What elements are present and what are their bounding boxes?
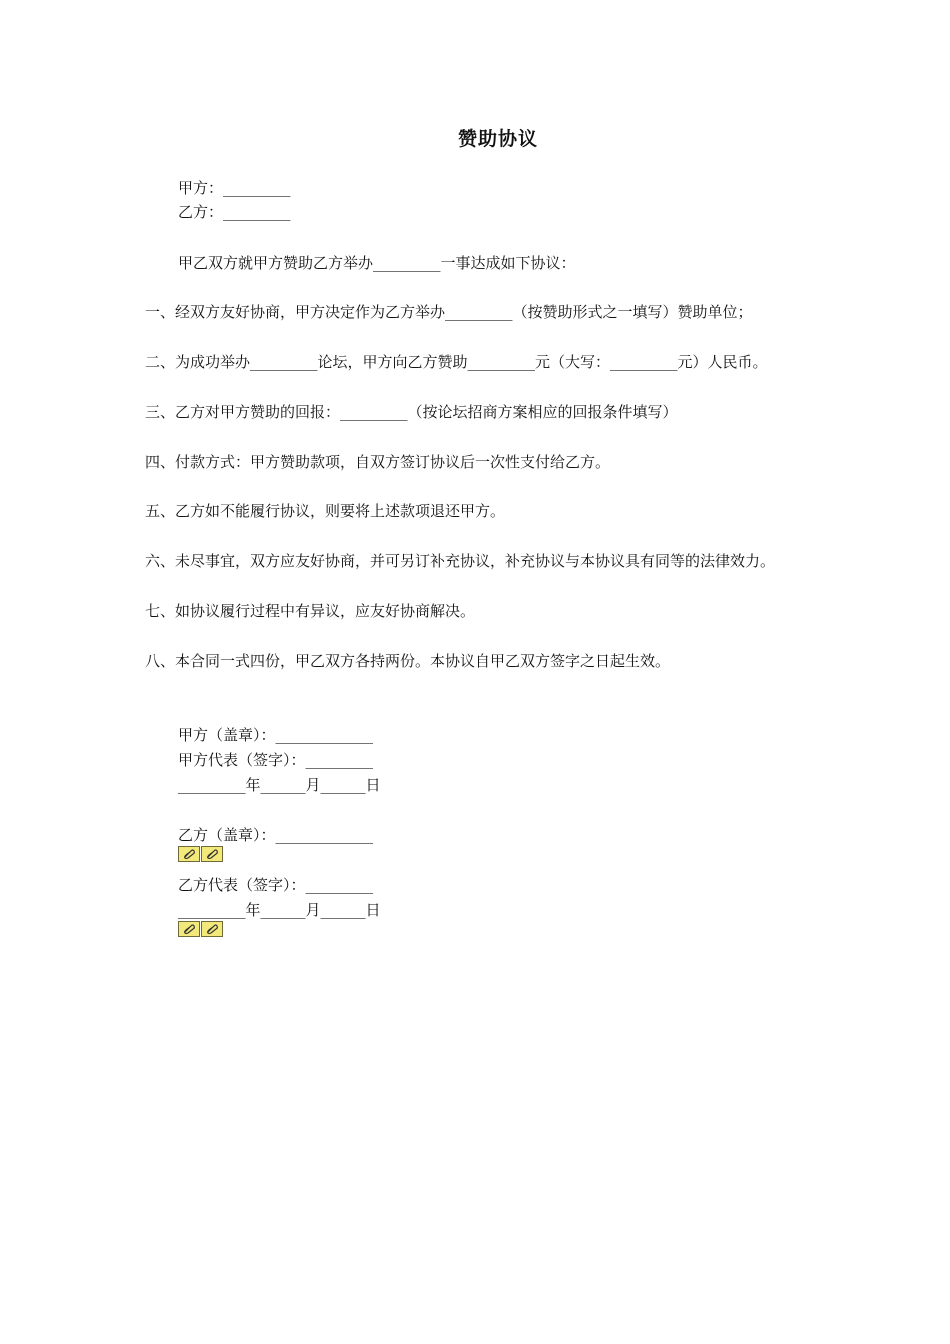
clause-3: 三、乙方对甲方赞助的回报：_________（按论坛招商方案相应的回报条件填写） [145, 403, 678, 421]
clause-6: 六、未尽事宜，双方应友好协商，并可另订补充协议，补充协议与本协议具有同等的法律效力。 [145, 552, 776, 570]
paperclip-icon[interactable] [178, 846, 200, 862]
attachment-icons [178, 846, 223, 862]
paperclip-icon[interactable] [178, 921, 200, 937]
paperclip-icon[interactable] [201, 921, 223, 937]
clause-2: 二、为成功举办_________论坛，甲方向乙方赞助_________元（大写：_________元）人民币。 [145, 353, 768, 371]
clause-7: 七、如协议履行过程中有异议，应友好协商解决。 [145, 602, 476, 620]
attachment-icons [178, 921, 223, 937]
party-b-line: 乙方：_________ [178, 203, 291, 221]
clause-5: 五、乙方如不能履行协议，则要将上述款项退还甲方。 [145, 502, 506, 520]
party-b-seal-line: 乙方（盖章）：_____________ [178, 826, 374, 844]
party-a-representative-line: 甲方代表（签字）：_________ [178, 751, 374, 769]
party-a-line: 甲方：_________ [178, 179, 291, 197]
party-b-representative-line: 乙方代表（签字）：_________ [178, 876, 374, 894]
party-a-seal-line: 甲方（盖章）：_____________ [178, 726, 374, 744]
document-title: 赞助协议 [457, 128, 538, 150]
clause-1: 一、经双方友好协商，甲方决定作为乙方举办_________（按赞助形式之一填写）赞助单位； [145, 303, 753, 321]
party-b-date-line: _________年______月______日 [178, 901, 381, 919]
clause-8: 八、本合同一式四份，甲乙双方各持两份。本协议自甲乙双方签字之日起生效。 [145, 652, 671, 670]
clause-4: 四、付款方式：甲方赞助款项，自双方签订协议后一次性支付给乙方。 [145, 453, 611, 471]
party-a-date-line: _________年______月______日 [178, 776, 381, 794]
paperclip-icon[interactable] [201, 846, 223, 862]
intro-paragraph: 甲乙双方就甲方赞助乙方举办_________一事达成如下协议： [178, 254, 576, 272]
